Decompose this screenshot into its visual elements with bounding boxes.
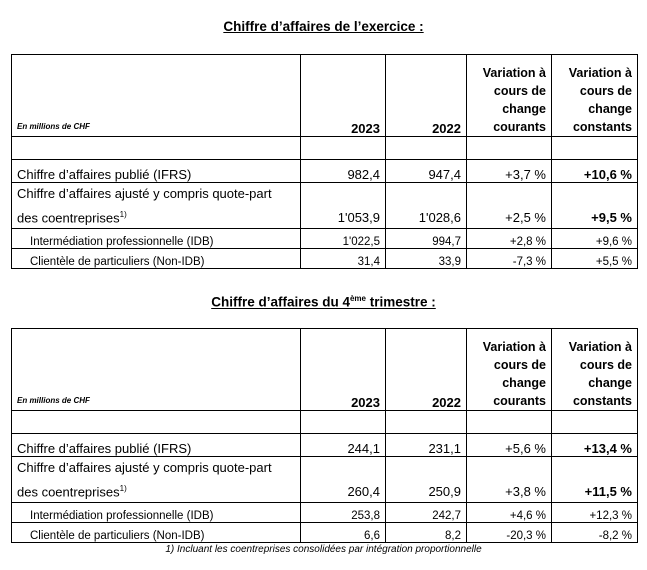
- unit-label: En millions de CHF: [12, 329, 301, 411]
- row-label: [12, 457, 301, 503]
- table-row-ajuste: [12, 183, 638, 229]
- var-constants: +5,5 %: [552, 249, 638, 269]
- table-row-idb: [12, 229, 638, 249]
- table-row-publie: [12, 160, 638, 183]
- value-2022: 947,4: [386, 160, 467, 183]
- value-2023: 1'053,9: [301, 183, 386, 229]
- table-q4: [11, 328, 638, 543]
- footnote: 1) Incluant les coentreprises consolidées par intégration proportionnelle: [165, 544, 482, 555]
- title-text: Chiffre d’affaires du 4: [211, 294, 350, 310]
- title-rest: trimestre :: [366, 294, 436, 310]
- value-2022: 250,9: [386, 457, 467, 503]
- var-courants: -7,3 %: [467, 249, 552, 269]
- col-header-2022: 2022: [386, 329, 467, 411]
- value-2022: 242,7: [386, 503, 467, 523]
- var-courants: +5,6 %: [467, 434, 552, 457]
- row-label-text: Chiffre d’affaires ajusté y compris quote-part des coentreprises: [17, 460, 272, 500]
- var-courants: +4,6 %: [467, 503, 552, 523]
- row-label: Chiffre d’affaires publié (IFRS): [12, 434, 301, 457]
- row-label: Clientèle de particuliers (Non-IDB): [12, 249, 301, 269]
- unit-label: En millions de CHF: [12, 55, 301, 137]
- value-2022: 8,2: [386, 523, 467, 543]
- spacer-row: [12, 411, 638, 434]
- title-superscript: ème: [349, 294, 366, 303]
- col-header-var-courants: Variation à cours de change courants: [467, 329, 552, 411]
- var-constants: +13,4 %: [552, 434, 638, 457]
- section-title-q4: [0, 294, 647, 310]
- var-constants: +9,6 %: [552, 229, 638, 249]
- var-courants: +3,7 %: [467, 160, 552, 183]
- row-label: Clientèle de particuliers (Non-IDB): [12, 523, 301, 543]
- var-courants: +2,8 %: [467, 229, 552, 249]
- header-row: [12, 329, 638, 411]
- row-label-text: Chiffre d’affaires ajusté y compris quote-part des coentreprises: [17, 186, 272, 226]
- footnote-marker: 1): [119, 210, 127, 219]
- table-row-idb: [12, 503, 638, 523]
- row-label: [12, 183, 301, 229]
- row-label: Chiffre d’affaires publié (IFRS): [12, 160, 301, 183]
- value-2022: 1'028,6: [386, 183, 467, 229]
- value-2023: 1'022,5: [301, 229, 386, 249]
- table-row-ajuste: [12, 457, 638, 503]
- col-header-2023: 2023: [301, 55, 386, 137]
- row-label: Intermédiation professionnelle (IDB): [12, 503, 301, 523]
- col-header-2022: 2022: [386, 55, 467, 137]
- var-constants: +10,6 %: [552, 160, 638, 183]
- col-header-var-constants: Variation à cours de change constants: [552, 329, 638, 411]
- table-row-nonidb: [12, 249, 638, 269]
- section-title-exercice: Chiffre d’affaires de l’exercice :: [223, 19, 424, 34]
- value-2023: 6,6: [301, 523, 386, 543]
- var-courants: -20,3 %: [467, 523, 552, 543]
- var-constants: +12,3 %: [552, 503, 638, 523]
- value-2023: 260,4: [301, 457, 386, 503]
- var-constants: +11,5 %: [552, 457, 638, 503]
- col-header-var-courants: Variation à cours de change courants: [467, 55, 552, 137]
- value-2022: 231,1: [386, 434, 467, 457]
- col-header-2023: 2023: [301, 329, 386, 411]
- value-2023: 244,1: [301, 434, 386, 457]
- table-row-publie: [12, 434, 638, 457]
- header-row: [12, 55, 638, 137]
- value-2022: 33,9: [386, 249, 467, 269]
- var-courants: +2,5 %: [467, 183, 552, 229]
- value-2023: 253,8: [301, 503, 386, 523]
- value-2023: 982,4: [301, 160, 386, 183]
- var-constants: -8,2 %: [552, 523, 638, 543]
- col-header-var-constants: Variation à cours de change constants: [552, 55, 638, 137]
- spacer-row: [12, 137, 638, 160]
- var-courants: +3,8 %: [467, 457, 552, 503]
- value-2022: 994,7: [386, 229, 467, 249]
- row-label: Intermédiation professionnelle (IDB): [12, 229, 301, 249]
- var-constants: +9,5 %: [552, 183, 638, 229]
- table-row-nonidb: [12, 523, 638, 543]
- value-2023: 31,4: [301, 249, 386, 269]
- table-exercice: [11, 54, 638, 269]
- footnote-marker: 1): [119, 484, 127, 493]
